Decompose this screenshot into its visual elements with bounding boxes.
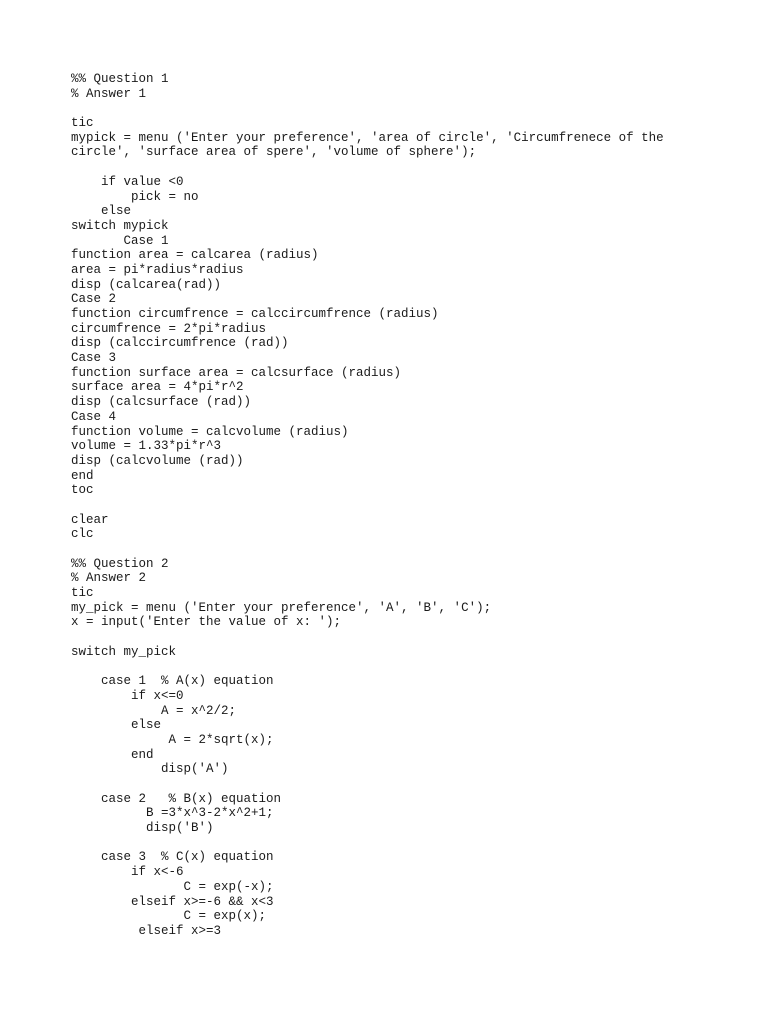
code-line: pick = no xyxy=(71,189,199,204)
code-line xyxy=(71,542,664,557)
code-listing xyxy=(71,72,664,939)
code-line: end xyxy=(71,747,154,762)
code-line: A = x^2/2; xyxy=(71,703,237,718)
code-line: surface area = 4*pi*r^2 xyxy=(71,380,244,395)
code-line: else xyxy=(71,204,132,219)
code-line: if x<-6 xyxy=(71,865,184,880)
code-line: clear xyxy=(71,512,109,527)
code-line: if value <0 xyxy=(71,174,184,189)
code-line: function volume = calcvolume (radius) xyxy=(71,424,349,439)
code-line: case 2 % B(x) equation xyxy=(71,791,282,806)
code-line xyxy=(71,836,664,851)
code-line: case 3 % C(x) equation xyxy=(71,850,274,865)
code-line: else xyxy=(71,718,162,733)
code-line xyxy=(71,160,664,175)
code-line: disp (calcarea(rad)) xyxy=(71,277,222,292)
code-line: B =3*x^3-2*x^2+1; xyxy=(71,806,274,821)
code-line: Case 2 xyxy=(71,292,117,307)
code-line: disp (calcvolume (rad)) xyxy=(71,453,244,468)
code-line: circumfrence = 2*pi*radius xyxy=(71,321,267,336)
code-line: C = exp(-x); xyxy=(71,879,274,894)
code-line: toc xyxy=(71,483,94,498)
code-line: switch mypick xyxy=(71,218,169,233)
code-line: area = pi*radius*radius xyxy=(71,262,244,277)
code-line: Case 3 xyxy=(71,351,117,366)
code-line: mypick = menu ('Enter your preference', 'area of circle', 'Circumfrenece of the xyxy=(71,130,664,145)
code-line: function surface area = calcsurface (radius) xyxy=(71,365,402,380)
code-line: if x<=0 xyxy=(71,688,184,703)
code-line xyxy=(71,660,664,675)
code-line: Case 1 xyxy=(71,233,169,248)
code-line xyxy=(71,630,664,645)
code-line: tic xyxy=(71,586,94,601)
code-line: disp('B') xyxy=(71,821,214,836)
code-line: elseif x>=-6 && x<3 xyxy=(71,894,274,909)
code-line: % Answer 2 xyxy=(71,571,147,586)
code-line: %% Question 1 xyxy=(71,72,169,86)
code-line: function circumfrence = calccircumfrence (radius) xyxy=(71,307,439,321)
code-line: volume = 1.33*pi*r^3 xyxy=(71,439,222,454)
code-line xyxy=(71,101,664,116)
code-line xyxy=(71,777,664,792)
code-line: function area = calcarea (radius) xyxy=(71,248,319,263)
code-line: end xyxy=(71,468,94,483)
code-line xyxy=(71,498,664,513)
code-line: Case 4 xyxy=(71,409,117,424)
code-line: disp('A') xyxy=(71,762,229,777)
code-line: disp (calcsurface (rad)) xyxy=(71,395,252,410)
code-line: elseif x>=3 xyxy=(71,923,222,938)
code-line: switch my_pick xyxy=(71,644,177,659)
code-line: my_pick = menu ('Enter your preference', 'A', 'B', 'C'); xyxy=(71,600,492,615)
code-line: tic xyxy=(71,116,94,131)
code-line: clc xyxy=(71,527,94,542)
code-line: A = 2*sqrt(x); xyxy=(71,732,274,747)
code-line: circle', 'surface area of spere', 'volume of sphere'); xyxy=(71,145,477,160)
code-line: %% Question 2 xyxy=(71,556,169,571)
code-line: x = input('Enter the value of x: '); xyxy=(71,615,342,630)
code-line: C = exp(x); xyxy=(71,909,267,924)
code-line: disp (calccircumfrence (rad)) xyxy=(71,336,289,351)
code-line: case 1 % A(x) equation xyxy=(71,674,274,689)
code-line: % Answer 1 xyxy=(71,86,147,101)
